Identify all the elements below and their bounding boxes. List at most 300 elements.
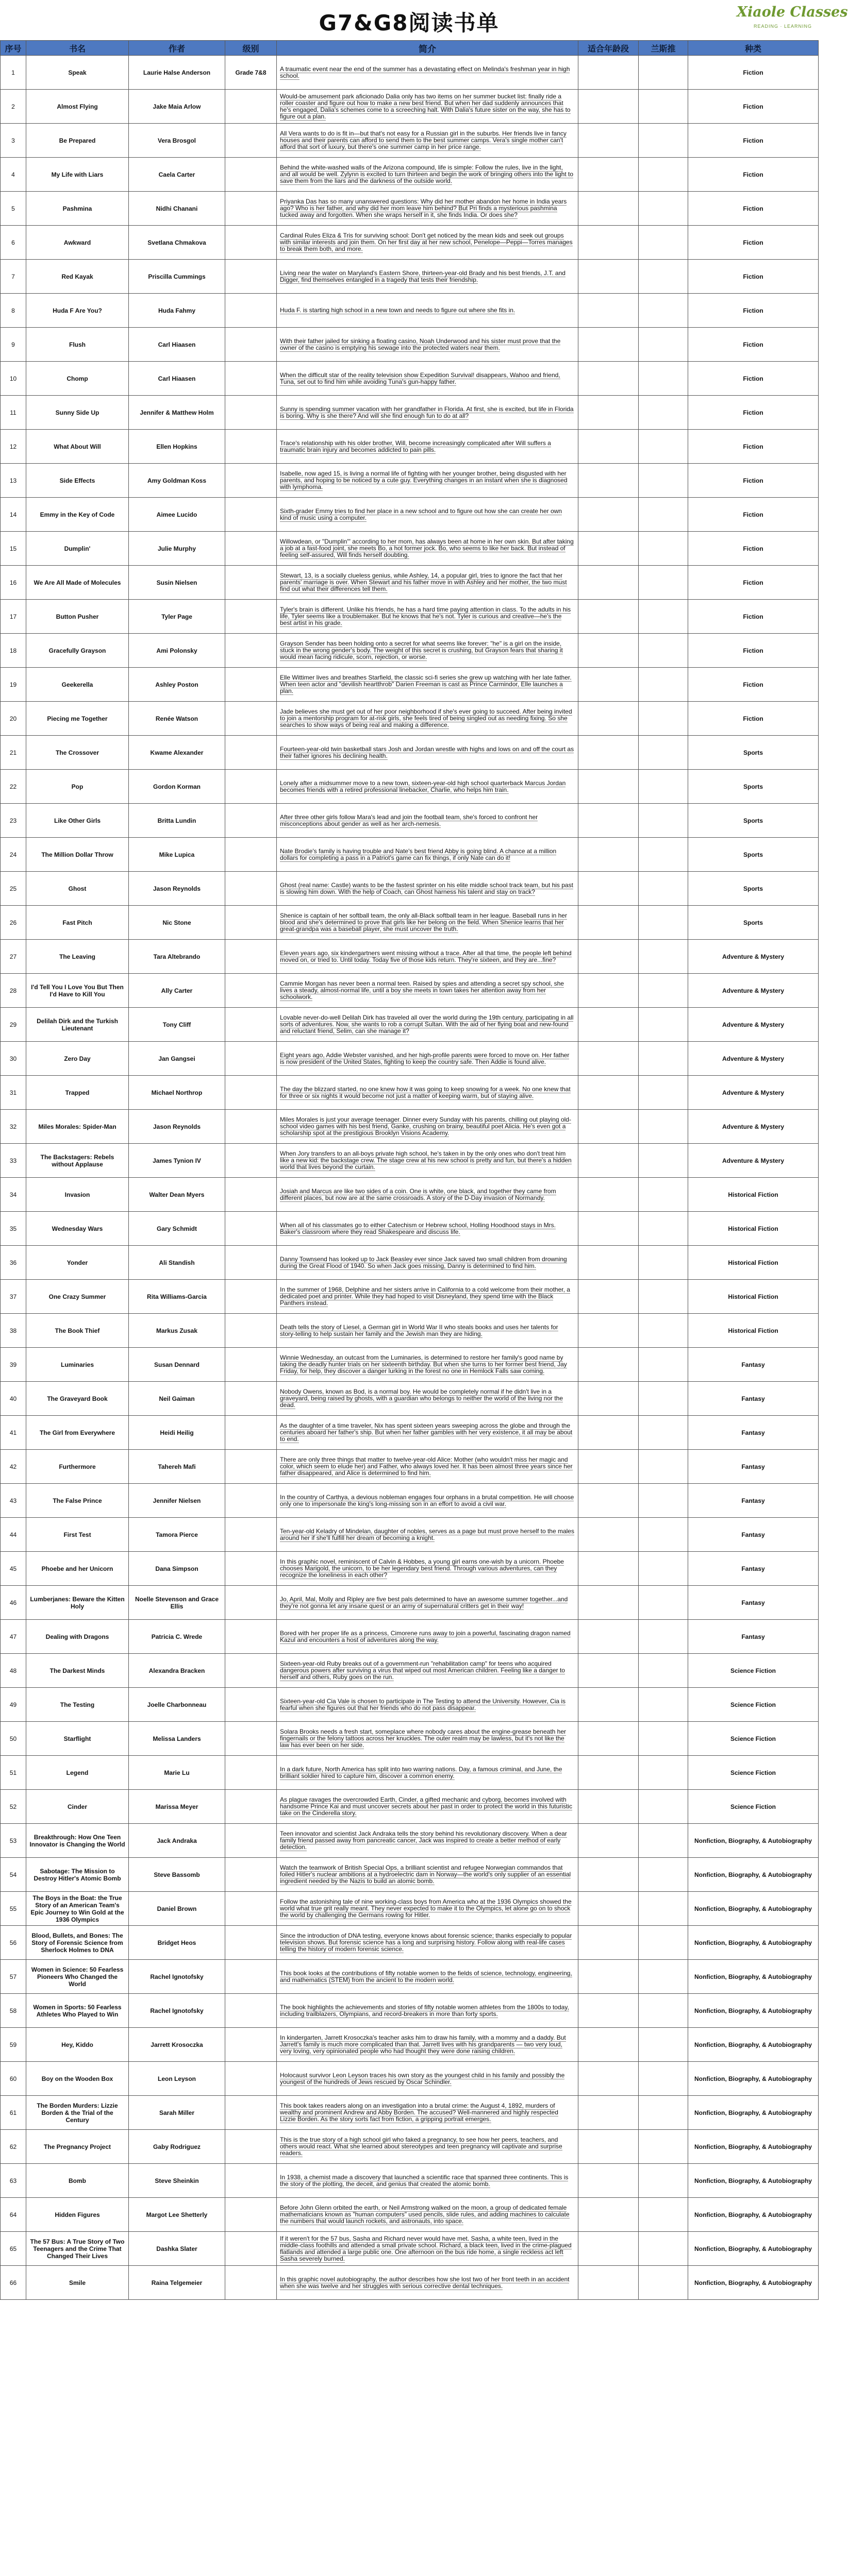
book-genre: Fantasy xyxy=(688,1552,819,1586)
table-row xyxy=(1,1382,819,1416)
book-description-text: Eight years ago, Addie Webster vanished, and her high-profile parents were forced to move on. Her father is now president of the United States, fighting to keep the country safe. Then Addie is found alive. xyxy=(280,1051,570,1065)
header-age: 适合年龄段 xyxy=(578,41,639,56)
book-description-text: Elle Wittimer lives and breathes Starfield, the classic sci-fi series she grew up watching with her late father. When teen actor and "devilish heartthrob" Darien Freeman is cast as Prince Carmindor, Elle launches a plan. xyxy=(280,674,572,694)
book-recommended xyxy=(639,2130,688,2164)
book-description xyxy=(277,2266,578,2300)
book-description-text: Josiah and Marcus are like two sides of a coin. One is white, one black, and together they came from different places, but now are at the same crossroads. A story of the D-Day invasion of Normandy. xyxy=(280,1187,556,1201)
book-author: Markus Zusak xyxy=(129,1314,225,1348)
book-description-text: In this graphic novel, reminiscent of Calvin & Hobbes, a young girl earns one-wish by a unicorn. Phoebe chooses Marigold, the unicorn, to be her legendary best friend. Through various adventures, can they recognize the loneliness in each other? xyxy=(280,1558,564,1579)
book-level xyxy=(225,90,277,124)
book-genre: Adventure & Mystery xyxy=(688,1110,819,1144)
book-number: 48 xyxy=(1,1654,26,1688)
book-description-text: In a dark future, North America has split into two warring nations. Day, a famous criminal, and June, the brilliant soldier hired to capture him, discover a common enemy. xyxy=(280,1765,562,1780)
book-genre: Nonfiction, Biography, & Autobiography xyxy=(688,2062,819,2096)
book-age-range xyxy=(578,1756,639,1790)
book-number: 4 xyxy=(1,158,26,192)
book-number: 12 xyxy=(1,430,26,464)
book-level xyxy=(225,124,277,158)
book-genre: Science Fiction xyxy=(688,1722,819,1756)
book-recommended xyxy=(639,226,688,260)
book-author: Carl Hiaasen xyxy=(129,328,225,362)
table-body xyxy=(1,56,819,2300)
book-number: 47 xyxy=(1,1620,26,1654)
book-genre: Nonfiction, Biography, & Autobiography xyxy=(688,2266,819,2300)
book-description-text: Holocaust survivor Leon Leyson traces his own story as the youngest child in his family and possibly the youngest of the hundreds of Jews rescued by Oscar Schindler. xyxy=(280,2071,565,2086)
book-level xyxy=(225,600,277,634)
book-title: The Girl from Everywhere xyxy=(26,1416,129,1450)
book-description-text: Eleven years ago, six kindergartners went missing without a trace. After all that time, the people left behind moved on, or tried to. Until today. Today five of those kids return. They're sixteen, and they are...fine? xyxy=(280,949,572,963)
book-age-range xyxy=(578,362,639,396)
book-genre: Nonfiction, Biography, & Autobiography xyxy=(688,2096,819,2130)
book-title: Side Effects xyxy=(26,464,129,498)
book-description-text: This book looks at the contributions of fifty notable women to the fields of science, technology, engineering, and mathematics (STEM) from the ancient to the modern world. xyxy=(280,1969,572,1984)
table-row xyxy=(1,702,819,736)
book-age-range xyxy=(578,396,639,430)
book-author: Jake Maia Arlow xyxy=(129,90,225,124)
book-age-range xyxy=(578,2096,639,2130)
book-author: Ami Polonsky xyxy=(129,634,225,668)
book-age-range xyxy=(578,2232,639,2266)
book-description-text: If it weren't for the 57 bus, Sasha and Richard never would have met. Sasha, a white teen, lived in the middle-class foothills and attended a small private school. Richard, a black teen, lived in the crime-plagued flatlands and attended a large public one. One afternoon on the bus ride home, a single reckless act left Sasha severely burned. xyxy=(280,2234,572,2262)
book-description-text: Priyanka Das has so many unanswered questions: Why did her mother abandon her home in India years ago? Who is her father, and why did her mom leave him behind? But Pri finds a mysterious pashmina tucked away and forgotten. When she wraps herself in it, she finds India. Or does she? xyxy=(280,198,567,218)
book-genre: Fiction xyxy=(688,90,819,124)
book-age-range xyxy=(578,702,639,736)
book-recommended xyxy=(639,1484,688,1518)
book-title: Women in Science: 50 Fearless Pioneers Who Changed the World xyxy=(26,1960,129,1994)
table-row xyxy=(1,396,819,430)
book-number: 19 xyxy=(1,668,26,702)
book-genre: Fiction xyxy=(688,260,819,294)
book-genre: Fiction xyxy=(688,430,819,464)
book-genre: Fiction xyxy=(688,226,819,260)
book-number: 31 xyxy=(1,1076,26,1110)
book-age-range xyxy=(578,1450,639,1484)
book-number: 38 xyxy=(1,1314,26,1348)
book-description-text: Lovable never-do-well Delilah Dirk has traveled all over the world during the 19th century, participating in all sorts of adventures. Now, she wants to rob a corrupt Sultan. With the aid of her flying boat and new-found and reluctant friend, Selim, can she manage it? xyxy=(280,1014,574,1035)
book-description xyxy=(277,464,578,498)
book-genre: Fiction xyxy=(688,566,819,600)
book-recommended xyxy=(639,838,688,872)
book-level xyxy=(225,906,277,940)
book-author: Jack Andraka xyxy=(129,1824,225,1858)
book-number: 39 xyxy=(1,1348,26,1382)
table-row xyxy=(1,1484,819,1518)
book-description-text: Living near the water on Maryland's Eastern Shore, thirteen-year-old Brady and his best friends, J.T. and Digger, find themselves entangled in a tragedy that tests their friendship. xyxy=(280,269,566,283)
table-row xyxy=(1,1586,819,1620)
book-description xyxy=(277,396,578,430)
book-recommended xyxy=(639,1280,688,1314)
table-row xyxy=(1,1042,819,1076)
book-title: The Book Thief xyxy=(26,1314,129,1348)
book-author: Amy Goldman Koss xyxy=(129,464,225,498)
book-level xyxy=(225,940,277,974)
book-description xyxy=(277,1450,578,1484)
table-row xyxy=(1,90,819,124)
book-number: 52 xyxy=(1,1790,26,1824)
book-description xyxy=(277,362,578,396)
book-description xyxy=(277,2096,578,2130)
book-description-text: Since the introduction of DNA testing, everyone knows about forensic science; thanks especially to popular television shows. But forensic science has a long and surprising history. Follow along with real-life cases telling the history of modern forensic science. xyxy=(280,1932,572,1953)
book-author: Gary Schmidt xyxy=(129,1212,225,1246)
table-row xyxy=(1,1076,819,1110)
book-recommended xyxy=(639,1246,688,1280)
book-level xyxy=(225,1314,277,1348)
header-author: 作者 xyxy=(129,41,225,56)
table-row xyxy=(1,1314,819,1348)
book-recommended xyxy=(639,1212,688,1246)
book-age-range xyxy=(578,56,639,90)
book-age-range xyxy=(578,634,639,668)
book-title: Boy on the Wooden Box xyxy=(26,2062,129,2096)
table-row xyxy=(1,294,819,328)
book-age-range xyxy=(578,566,639,600)
book-recommended xyxy=(639,1076,688,1110)
table-header-row xyxy=(1,41,819,56)
book-recommended xyxy=(639,294,688,328)
book-age-range xyxy=(578,1008,639,1042)
book-author: Ally Carter xyxy=(129,974,225,1008)
book-title: Flush xyxy=(26,328,129,362)
book-author: Walter Dean Myers xyxy=(129,1178,225,1212)
book-author: Jason Reynolds xyxy=(129,872,225,906)
table-row xyxy=(1,328,819,362)
book-description-text: When Jory transfers to an all-boys private high school, he's taken in by the only ones who don't treat him like a new kid: the backstage crew. The stage crew at his new school is pretty and fun, but there's a hidden world that lives beyond the curtain. xyxy=(280,1150,572,1171)
book-level xyxy=(225,838,277,872)
book-genre: Fantasy xyxy=(688,1518,819,1552)
table-row xyxy=(1,532,819,566)
book-recommended xyxy=(639,566,688,600)
book-description xyxy=(277,634,578,668)
book-description-text: Isabelle, now aged 15, is living a normal life of fighting with her younger brother, being disgusted with her parents, and hoping to be noticed by a cute guy. Everything changes in an instant when she is diagnosed with lymphoma. xyxy=(280,470,568,490)
book-author: Ali Standish xyxy=(129,1246,225,1280)
book-age-range xyxy=(578,1552,639,1586)
book-title: The 57 Bus: A True Story of Two Teenagers and the Crime That Changed Their Lives xyxy=(26,2232,129,2266)
table-row xyxy=(1,2096,819,2130)
book-level xyxy=(225,1450,277,1484)
book-genre: Science Fiction xyxy=(688,1654,819,1688)
table-row xyxy=(1,1246,819,1280)
book-age-range xyxy=(578,498,639,532)
book-genre: Fantasy xyxy=(688,1586,819,1620)
book-level xyxy=(225,1246,277,1280)
book-title: Breakthrough: How One Teen Innovator is Changing the World xyxy=(26,1824,129,1858)
book-number: 50 xyxy=(1,1722,26,1756)
book-number: 55 xyxy=(1,1892,26,1926)
book-title: The Borden Murders: Lizzie Borden & the Trial of the Century xyxy=(26,2096,129,2130)
book-author: Tahereh Mafi xyxy=(129,1450,225,1484)
book-recommended xyxy=(639,1110,688,1144)
book-recommended xyxy=(639,736,688,770)
book-title: First Test xyxy=(26,1518,129,1552)
book-recommended xyxy=(639,1688,688,1722)
book-recommended xyxy=(639,1756,688,1790)
book-title: Speak xyxy=(26,56,129,90)
book-genre: Fantasy xyxy=(688,1620,819,1654)
book-description xyxy=(277,1110,578,1144)
book-description xyxy=(277,532,578,566)
book-level xyxy=(225,1858,277,1892)
book-description xyxy=(277,1790,578,1824)
book-description xyxy=(277,1586,578,1620)
book-level xyxy=(225,158,277,192)
book-level xyxy=(225,1688,277,1722)
book-description-text: In 1938, a chemist made a discovery that launched a scientific race that spanned three continents. This is the story of the plotting, the deceit, and genius that created the atomic bomb. xyxy=(280,2173,569,2188)
book-description xyxy=(277,838,578,872)
book-description xyxy=(277,1382,578,1416)
book-description xyxy=(277,1722,578,1756)
book-age-range xyxy=(578,464,639,498)
book-recommended xyxy=(639,124,688,158)
book-author: Leon Leyson xyxy=(129,2062,225,2096)
book-recommended xyxy=(639,532,688,566)
book-description xyxy=(277,498,578,532)
book-age-range xyxy=(578,2130,639,2164)
book-age-range xyxy=(578,1110,639,1144)
book-age-range xyxy=(578,1178,639,1212)
page-title: G7&G8阅读书单 xyxy=(319,10,500,36)
book-number: 2 xyxy=(1,90,26,124)
book-recommended xyxy=(639,2028,688,2062)
book-level xyxy=(225,1722,277,1756)
book-description xyxy=(277,974,578,1008)
book-age-range xyxy=(578,804,639,838)
book-description-text: Ten-year-old Keladry of Mindelan, daughter of nobles, serves as a page but must prove herself to the males around her if she'll fulfill her dream of becoming a knight. xyxy=(280,1527,574,1541)
book-author: Daniel Brown xyxy=(129,1892,225,1926)
book-recommended xyxy=(639,56,688,90)
book-description xyxy=(277,1416,578,1450)
book-description xyxy=(277,1042,578,1076)
book-description-text: With their father jailed for sinking a floating casino, Noah Underwood and his sister must prove that the owner of the casino is emptying his sewage into the protected waters near them. xyxy=(280,337,561,351)
book-age-range xyxy=(578,1586,639,1620)
book-genre: Science Fiction xyxy=(688,1790,819,1824)
book-title: Wednesday Wars xyxy=(26,1212,129,1246)
book-author: Rachel Ignotofsky xyxy=(129,1994,225,2028)
book-description xyxy=(277,736,578,770)
book-description-text: After three other girls follow Mara's lead and join the football team, she's forced to confront her misconceptions about gender as well as her arch-nemesis. xyxy=(280,813,538,827)
book-description-text: Ghost (real name: Castle) wants to be the fastest sprinter on his elite middle school track team, but his past is slowing him down. With the help of Coach, can Ghost harness his talent and stay on track? xyxy=(280,881,573,895)
book-description-text: Grayson Sender has been holding onto a secret for what seems like forever: "he" is a girl on the inside, stuck in the wrong gender's body. The weight of this secret is crushing, but Grayson fears that sharing it would mean facing ridicule, scorn, rejection, or worse. xyxy=(280,640,563,660)
book-title: Red Kayak xyxy=(26,260,129,294)
book-title: Emmy in the Key of Code xyxy=(26,498,129,532)
book-genre: Nonfiction, Biography, & Autobiography xyxy=(688,1892,819,1926)
book-description xyxy=(277,2062,578,2096)
book-number: 36 xyxy=(1,1246,26,1280)
book-title: Lumberjanes: Beware the Kitten Holy xyxy=(26,1586,129,1620)
book-number: 27 xyxy=(1,940,26,974)
book-age-range xyxy=(578,1280,639,1314)
book-genre: Fiction xyxy=(688,396,819,430)
table-row xyxy=(1,2130,819,2164)
book-number: 20 xyxy=(1,702,26,736)
table-row xyxy=(1,1280,819,1314)
book-recommended xyxy=(639,1518,688,1552)
book-author: Michael Northrop xyxy=(129,1076,225,1110)
book-number: 7 xyxy=(1,260,26,294)
table-row xyxy=(1,158,819,192)
book-recommended xyxy=(639,1620,688,1654)
book-level xyxy=(225,1382,277,1416)
book-description-text: Jade believes she must get out of her poor neighborhood if she's ever going to succeed. After being invited to join a mentorship program for at-risk girls, she feels tired of being singled out as needing fixing. So she searches to show ways of being real and making a difference. xyxy=(280,708,572,728)
book-number: 25 xyxy=(1,872,26,906)
book-level xyxy=(225,668,277,702)
book-author: Priscilla Cummings xyxy=(129,260,225,294)
table-row xyxy=(1,226,819,260)
book-number: 62 xyxy=(1,2130,26,2164)
book-age-range xyxy=(578,668,639,702)
book-recommended xyxy=(639,2062,688,2096)
book-author: Ellen Hopkins xyxy=(129,430,225,464)
book-number: 3 xyxy=(1,124,26,158)
book-level xyxy=(225,1552,277,1586)
book-genre: Nonfiction, Biography, & Autobiography xyxy=(688,2198,819,2232)
table-row xyxy=(1,566,819,600)
book-author: Alexandra Bracken xyxy=(129,1654,225,1688)
book-genre: Fantasy xyxy=(688,1382,819,1416)
book-level xyxy=(225,1484,277,1518)
book-number: 15 xyxy=(1,532,26,566)
book-level xyxy=(225,1620,277,1654)
book-title: Dealing with Dragons xyxy=(26,1620,129,1654)
book-author: Rita Williams-Garcia xyxy=(129,1280,225,1314)
book-age-range xyxy=(578,226,639,260)
book-title: Sunny Side Up xyxy=(26,396,129,430)
book-description xyxy=(277,1620,578,1654)
book-author: Svetlana Chmakova xyxy=(129,226,225,260)
book-description xyxy=(277,1076,578,1110)
book-number: 28 xyxy=(1,974,26,1008)
book-recommended xyxy=(639,1824,688,1858)
book-title: Delilah Dirk and the Turkish Lieutenant xyxy=(26,1008,129,1042)
book-age-range xyxy=(578,2062,639,2096)
book-age-range xyxy=(578,2198,639,2232)
book-title: Hidden Figures xyxy=(26,2198,129,2232)
book-description-text: Sunny is spending summer vacation with her grandfather in Florida. At first, she is excited, but life in Florida is boring. Why is she there? And will she find enough fun to do at all? xyxy=(280,405,574,419)
book-number: 35 xyxy=(1,1212,26,1246)
book-author: Tony Cliff xyxy=(129,1008,225,1042)
book-number: 1 xyxy=(1,56,26,90)
book-age-range xyxy=(578,1824,639,1858)
book-genre: Historical Fiction xyxy=(688,1212,819,1246)
book-level xyxy=(225,634,277,668)
book-age-range xyxy=(578,1314,639,1348)
table-row xyxy=(1,1552,819,1586)
book-level xyxy=(225,2266,277,2300)
book-description-text: In the country of Carthya, a devious nobleman engages four orphans in a brutal competition. He will choose only one to impersonate the king's long-missing son in an effort to avoid a civil war. xyxy=(280,1493,574,1507)
book-description-text: Shenice is captain of her softball team, the only all-Black softball team in her league. Baseball runs in her blood and she's determined to prove that girls like her belong on the field. When Shenice learns that her great-grandpa was a baseball player, she must uncover the truth. xyxy=(280,912,567,933)
table-row xyxy=(1,362,819,396)
book-author: Aimee Lucido xyxy=(129,498,225,532)
book-recommended xyxy=(639,192,688,226)
book-level xyxy=(225,2062,277,2096)
book-genre: Fiction xyxy=(688,668,819,702)
book-genre: Historical Fiction xyxy=(688,1178,819,1212)
book-description xyxy=(277,430,578,464)
book-age-range xyxy=(578,1722,639,1756)
book-number: 43 xyxy=(1,1484,26,1518)
book-title: Huda F Are You? xyxy=(26,294,129,328)
book-number: 23 xyxy=(1,804,26,838)
table-row xyxy=(1,1212,819,1246)
book-description xyxy=(277,1858,578,1892)
book-title: The Darkest Minds xyxy=(26,1654,129,1688)
book-age-range xyxy=(578,1076,639,1110)
book-level xyxy=(225,1824,277,1858)
book-title: Legend xyxy=(26,1756,129,1790)
book-genre: Nonfiction, Biography, & Autobiography xyxy=(688,1824,819,1858)
book-description-text: This book takes readers along on an investigation into a brutal crime: the August 4, 1892, murders of wealthy and prominent Andrew and Abby Borden. The accused? Well-mannered and highly respected Lizzie Borden. As the story sorts fact from fiction, a gripping portrait emerges. xyxy=(280,2102,558,2123)
book-genre: Nonfiction, Biography, & Autobiography xyxy=(688,2164,819,2198)
book-genre: Adventure & Mystery xyxy=(688,940,819,974)
book-genre: Nonfiction, Biography, & Autobiography xyxy=(688,1858,819,1892)
book-level xyxy=(225,1008,277,1042)
brand-logo-name: Xiaole Classes xyxy=(737,4,848,20)
book-genre: Fiction xyxy=(688,464,819,498)
book-recommended xyxy=(639,464,688,498)
book-recommended xyxy=(639,1790,688,1824)
book-description-text: Sixth-grader Emmy tries to find her place in a new school and to figure out how she can create her own kind of music using a computer. xyxy=(280,507,562,521)
book-number: 22 xyxy=(1,770,26,804)
book-genre: Nonfiction, Biography, & Autobiography xyxy=(688,1994,819,2028)
book-description xyxy=(277,56,578,90)
table-row xyxy=(1,1654,819,1688)
book-genre: Fiction xyxy=(688,158,819,192)
book-author: Jarrett Krosoczka xyxy=(129,2028,225,2062)
book-description-text: All Vera wants to do is fit in—but that's not easy for a Russian girl in the suburbs. Her friends live in fancy houses and their parents can afford to send them to the best summer camps. Vera's single mother can't afford that sort of luxury, but there's one summer camp in her price range. xyxy=(280,130,567,150)
book-recommended xyxy=(639,2266,688,2300)
book-title: Fast Pitch xyxy=(26,906,129,940)
book-description xyxy=(277,1314,578,1348)
book-description xyxy=(277,2232,578,2266)
book-genre: Fiction xyxy=(688,702,819,736)
table-row xyxy=(1,2164,819,2198)
book-title: Almost Flying xyxy=(26,90,129,124)
book-author: Steve Sheinkin xyxy=(129,2164,225,2198)
book-age-range xyxy=(578,1858,639,1892)
table-row xyxy=(1,1620,819,1654)
book-description-text: Watch the teamwork of British Special Ops, a brilliant scientist and refugee Norwegian commandos that foiled Hitler's nuclear ambitions at a hydroelectric dam in Norway—the world's only supplier of an essential ingredient needed by the Nazis to build an atomic bomb. xyxy=(280,1864,571,1885)
book-number: 5 xyxy=(1,192,26,226)
book-title: We Are All Made of Molecules xyxy=(26,566,129,600)
book-age-range xyxy=(578,940,639,974)
book-genre: Fiction xyxy=(688,532,819,566)
book-genre: Adventure & Mystery xyxy=(688,1042,819,1076)
book-level xyxy=(225,1416,277,1450)
book-author: Ashley Poston xyxy=(129,668,225,702)
book-level xyxy=(225,2198,277,2232)
table-row xyxy=(1,1858,819,1892)
book-number: 21 xyxy=(1,736,26,770)
book-number: 51 xyxy=(1,1756,26,1790)
book-description-text: Would-be amusement park aficionado Dalia only has two items on her summer bucket list: finally ride a roller coaster and figure out how to make a new best friend. But when her dad suddenly announces that he's engaged, Dalia's schemes come to a screeching halt. With Dalia's future sister on the way, she has to figure out a plan. xyxy=(280,92,571,120)
book-description-text: Danny Townsend has looked up to Jack Beasley ever since Jack saved two small children from drowning during the Great Flood of 1940. So when Jack goes missing, Danny is determined to find him. xyxy=(280,1255,567,1269)
book-recommended xyxy=(639,872,688,906)
table-row xyxy=(1,1994,819,2028)
book-description xyxy=(277,1144,578,1178)
book-author: Caela Carter xyxy=(129,158,225,192)
table-row xyxy=(1,1926,819,1960)
book-description-text: Nobody Owens, known as Bod, is a normal boy. He would be completely normal if he didn't live in a graveyard, being raised by ghosts, with a guardian who belongs to neither the world of the living nor the dead. xyxy=(280,1388,563,1409)
book-age-range xyxy=(578,1620,639,1654)
book-author: Marie Lu xyxy=(129,1756,225,1790)
book-genre: Science Fiction xyxy=(688,1756,819,1790)
book-description xyxy=(277,1178,578,1212)
book-genre: Historical Fiction xyxy=(688,1314,819,1348)
table-row xyxy=(1,838,819,872)
book-level xyxy=(225,328,277,362)
book-description xyxy=(277,1994,578,2028)
book-age-range xyxy=(578,770,639,804)
book-description xyxy=(277,1212,578,1246)
